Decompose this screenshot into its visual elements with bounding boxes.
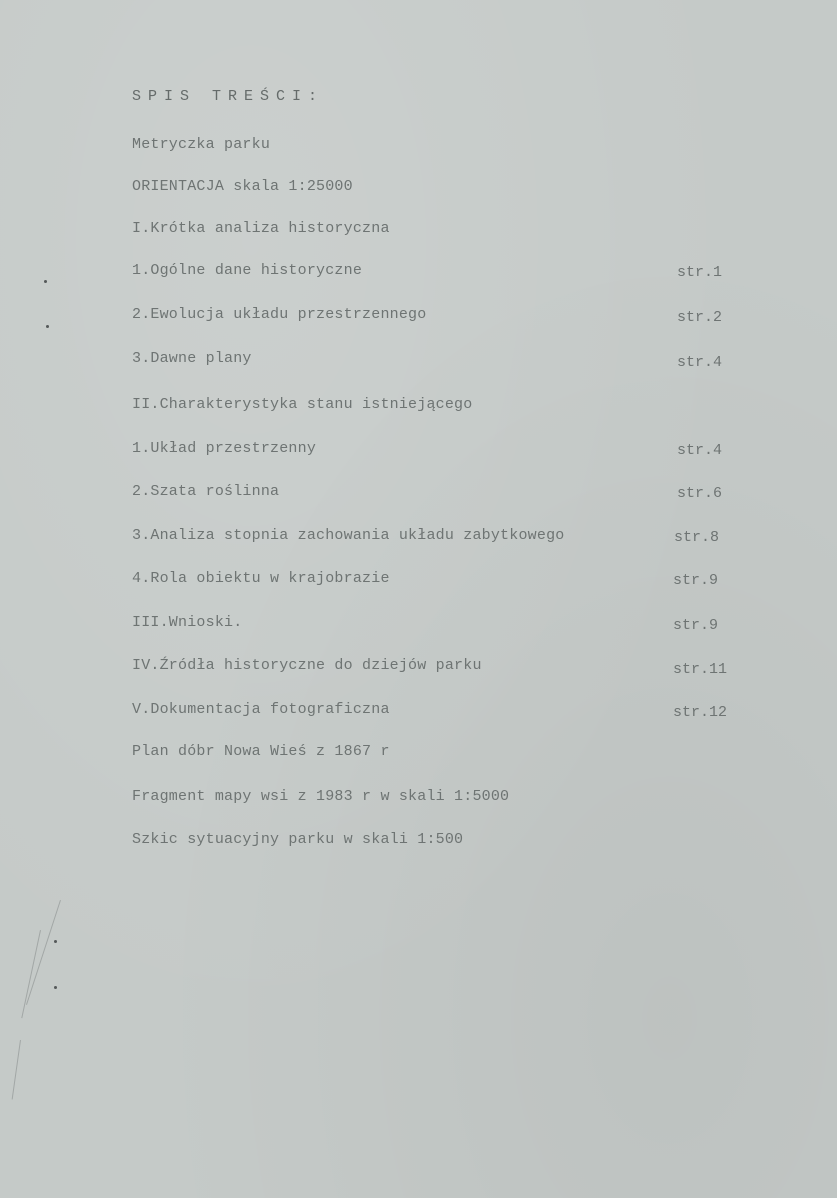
paper-speck — [54, 940, 57, 943]
toc-entry: 2.Szata roślinna — [132, 483, 280, 500]
toc-page-number: str.1 — [677, 264, 723, 281]
toc-entry: Szkic sytuacyjny parku w skali 1:500 — [132, 831, 464, 848]
toc-entry: 3.Dawne plany — [132, 350, 252, 367]
toc-page-number: str.11 — [673, 661, 728, 678]
toc-section: III.Wnioski. — [132, 614, 243, 631]
toc-entry: 1.Układ przestrzenny — [132, 440, 317, 457]
paper-scratch — [26, 900, 61, 1005]
paper-scratch — [12, 1040, 21, 1100]
toc-page-number: str.8 — [674, 529, 720, 546]
toc-page-number: str.4 — [677, 354, 723, 371]
toc-page-number: str.6 — [677, 485, 723, 502]
toc-page-number: str.4 — [677, 442, 723, 459]
paper-speck — [54, 986, 57, 989]
toc-section: IV.Źródła historyczne do dziejów parku — [132, 657, 482, 674]
toc-section: II.Charakterystyka stanu istniejącego — [132, 396, 473, 413]
toc-page-number: str.9 — [673, 617, 719, 634]
paper-speck — [44, 280, 47, 283]
toc-entry: ORIENTACJA skala 1:25000 — [132, 178, 353, 195]
toc-section: I.Krótka analiza historyczna — [132, 220, 390, 237]
paper-scratch — [21, 930, 41, 1018]
paper-speck — [46, 325, 49, 328]
toc-entry: 3.Analiza stopnia zachowania układu zabytkowego — [132, 527, 565, 544]
toc-page-number: str.2 — [677, 309, 723, 326]
toc-entry: 2.Ewolucja układu przestrzennego — [132, 306, 427, 323]
toc-section: V.Dokumentacja fotograficzna — [132, 701, 390, 718]
toc-entry: Plan dóbr Nowa Wieś z 1867 r — [132, 743, 390, 760]
toc-page-number: str.12 — [673, 704, 728, 721]
toc-heading: SPIS TREŚCI: — [132, 88, 325, 105]
toc-page-number: str.9 — [673, 572, 719, 589]
toc-entry: Metryczka parku — [132, 136, 271, 153]
toc-entry: Fragment mapy wsi z 1983 r w skali 1:5000 — [132, 788, 510, 805]
toc-entry: 4.Rola obiektu w krajobrazie — [132, 570, 390, 587]
toc-entry: 1.Ogólne dane historyczne — [132, 262, 363, 279]
